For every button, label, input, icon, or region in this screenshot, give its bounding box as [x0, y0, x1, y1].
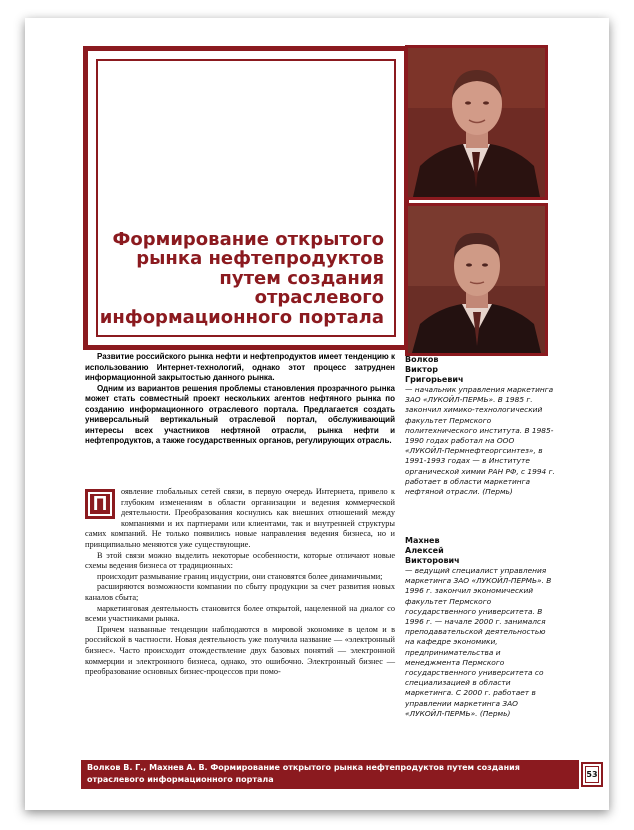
body-paragraph	[85, 487, 395, 551]
body-first-text: оявление глобальных сетей связи, в первую очередь Интернета, привело к глубоким изменениям в области организации и ведения коммерческой деятельности. Преобразования коснулись как внешних отношений между компаниями и их партнерами или клиентами, так и внутренней структуры самих компаний. Не только появились новые направления ведения бизнеса, но и принципиально меняются уже существующие.	[85, 487, 395, 549]
abstract-paragraph: Одним из вариантов решения проблемы становления прозрачного рынка может стать совместный проект нескольких агентов нефтяного рынка по созданию информационного отраслевого портала. Предлагается создать универсальный вертикальный отраслевой портал, обслуживающий интересы всех участников нефтяной отрасли, рынка нефти и нефтепродуктов, а также государственных органов, регулирующих отрасль.	[85, 383, 395, 445]
author-photo-volkov	[405, 45, 548, 200]
abstract-paragraph: Развитие российского рынка нефти и нефтепродуктов имеет тенденцию к использованию Интернет-технологий, однако этот процесс затруднен информационной закрытостью данного рынка.	[85, 352, 395, 382]
drop-cap	[85, 489, 115, 519]
portrait-photo-volkov	[408, 48, 545, 197]
title-frame	[83, 46, 409, 350]
magazine-page	[25, 18, 609, 810]
body-paragraph: происходит размывание границ индустрии, они становятся более динамичными;	[97, 571, 383, 581]
body-paragraph: В этой связи можно выделить некоторые особенности, которые отличают новые схемы ведения бизнеса от традиционных:	[85, 550, 395, 571]
page-number-box	[581, 762, 603, 787]
footer-citation-bar	[81, 760, 579, 789]
author-bio-volkov	[405, 355, 555, 497]
author-name-line: Алексей	[405, 546, 444, 555]
drop-cap-letter: П	[90, 494, 110, 514]
page-number: 53	[585, 766, 599, 783]
author-bio-makhnev	[405, 536, 555, 719]
article-body	[85, 487, 395, 678]
author-name-line: Волков	[405, 355, 439, 364]
body-paragraph: маркетинговая деятельность становится более открытой, нацеленной на диалог со всеми участниками рынка.	[85, 603, 395, 624]
author-photo-makhnev	[405, 203, 548, 356]
author-name-line: Махнев	[405, 536, 440, 545]
footer-citation: Волков В. Г., Махнев А. В. Формирование открытого рынка нефтепродуктов путем создания отраслевого информационного портала	[87, 763, 520, 784]
title-inner-frame	[96, 59, 396, 337]
body-paragraph: расширяются возможности компании по сбыту продукции за счет развития новых каналов сбыта;	[85, 582, 395, 602]
article-abstract	[85, 352, 395, 447]
author-name-line: Виктор	[405, 365, 438, 374]
author-description: — начальник управления маркетинга ЗАО «ЛУКОЙЛ-ПЕРМЬ». В 1985 г. закончил химико-технологический факультет Пермского политехнического института. В 1985-1990 годах работал на ООО «ЛУКОЙЛ-Пермнефтеоргсинтез», в 1991-1993 годах — в Институте органической химии РАН РФ, с 1994 г. работает в области маркетинга нефтяной отрасли. (Пермь)	[405, 385, 555, 497]
author-description: — ведущий специалист управления маркетинга ЗАО «ЛУКОЙЛ-ПЕРМЬ». В 1996 г. закончил экономический факультет Пермского государственного университета. В 1996 г. — начале 2000 г. занимался преподавательской деятельностью на кафедре экономики, предпринимательства и менеджмента Пермского государственного университета со специализацией в области маркетинга. С 2000 г. работает в управлении маркетинга ЗАО «ЛУКОЙЛ-ПЕРМЬ». (Пермь)	[405, 566, 552, 718]
author-name-line: Григорьевич	[405, 375, 464, 384]
author-name-line: Викторович	[405, 556, 460, 565]
body-paragraph: Причем названные тенденции наблюдаются в мировой экономике в целом и в российской в частности. Новая деятельность уже получила название — «электронный бизнес». Часто происходит отождествление двух базовых понятий — электронной коммерции и электронного бизнеса, однако, это ошибочно. Электронный бизнес — преобразование основных бизнес-процессов при помо-	[85, 624, 395, 677]
portrait-photo-makhnev	[408, 206, 545, 353]
article-title: Формирование открытого рынка нефтепродуктов путем создания отраслевого информационного портала	[99, 228, 384, 328]
